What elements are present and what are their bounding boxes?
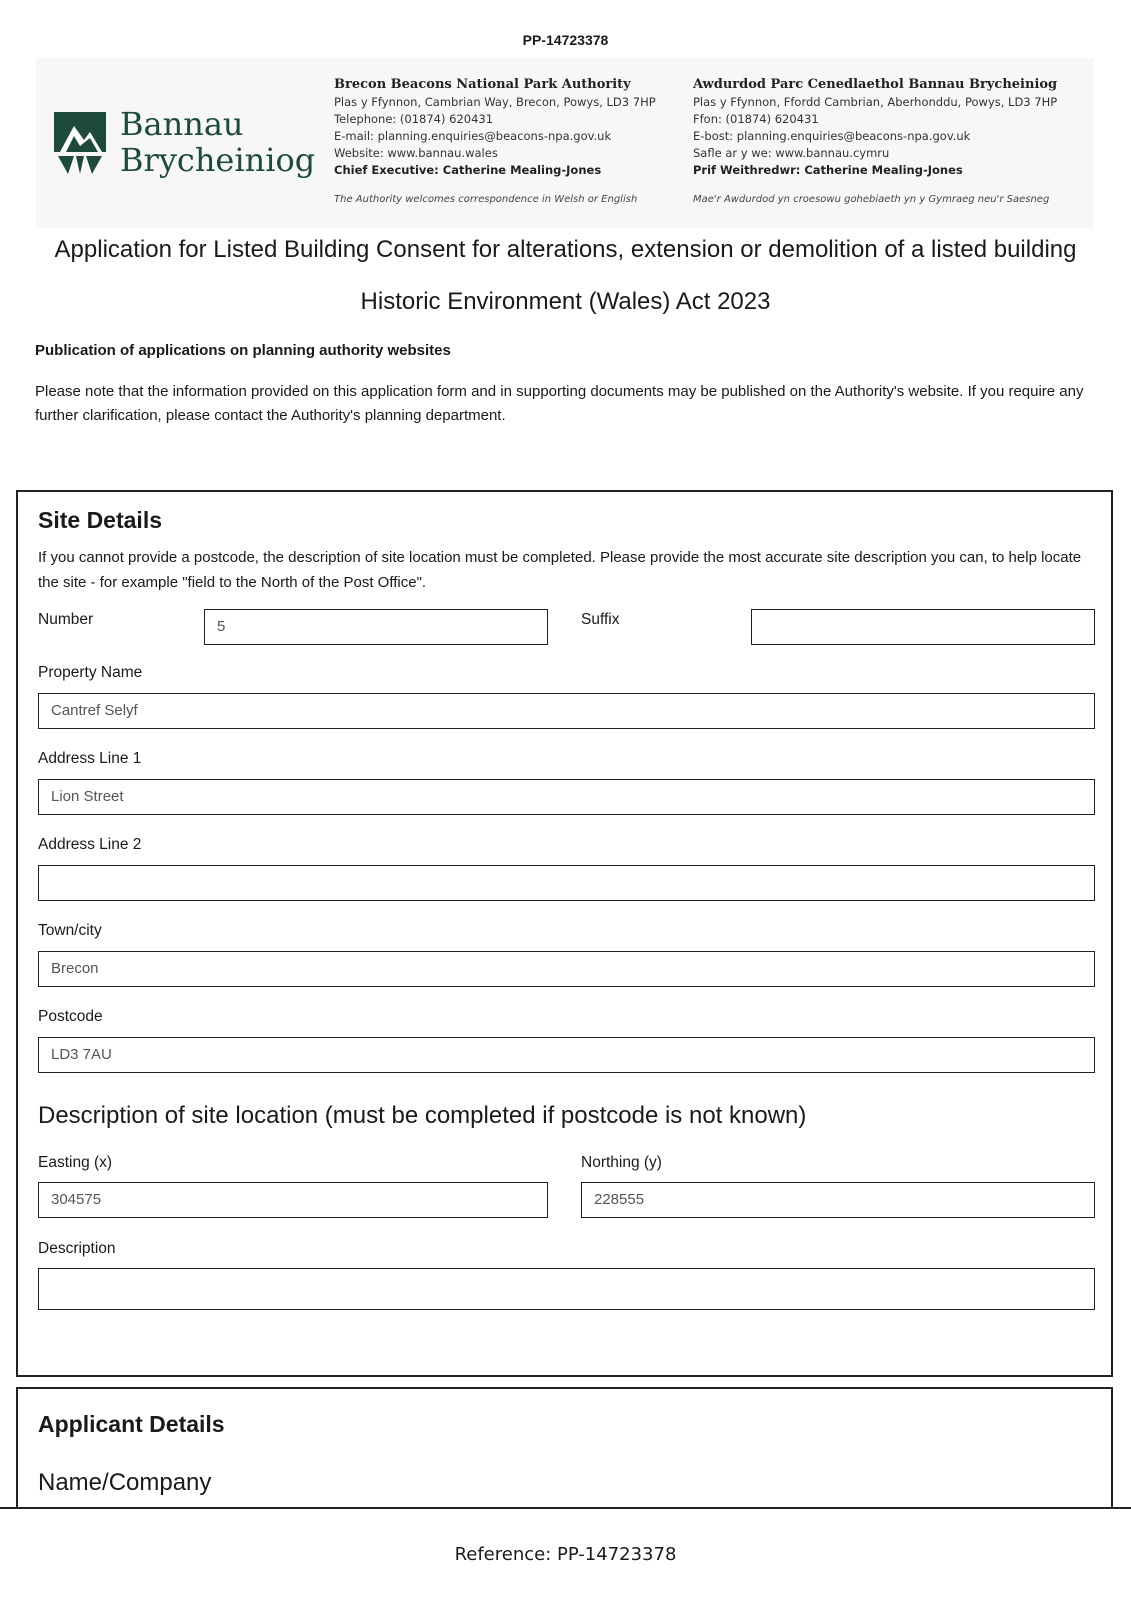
website-english: Website: www.bannau.wales <box>334 146 498 160</box>
publication-text: Please note that the information provided on this application form and in supporting documents may be published on the Authority's website. If you require any further clarification, please contact the Authority's planning department. <box>35 383 1084 424</box>
site-location-heading: Description of site location (must be completed if postcode is not known) <box>38 1102 807 1129</box>
postcode-input[interactable]: LD3 7AU <box>38 1037 1095 1073</box>
description-textarea[interactable] <box>38 1268 1095 1310</box>
property-name-input[interactable]: Cantref Selyf <box>38 693 1095 729</box>
email-english: E-mail: planning.enquiries@beacons-npa.gov.uk <box>334 129 612 143</box>
town-city-label: Town/city <box>38 922 102 939</box>
site-details-panel <box>16 490 1113 1377</box>
page-subtitle: Historic Environment (Wales) Act 2023 <box>360 288 771 315</box>
website-welsh: Safle ar y we: www.bannau.cymru <box>693 146 890 160</box>
org-name-welsh: Awdurdod Parc Cenedlaethol Bannau Brycheiniog <box>693 77 1058 92</box>
letterhead-english <box>334 76 656 208</box>
site-details-heading: Site Details <box>38 507 162 533</box>
address-welsh: Plas y Ffynnon, Ffordd Cambrian, Aberhonddu, Powys, LD3 7HP <box>693 95 1058 109</box>
applicant-details-heading: Applicant Details <box>38 1411 225 1437</box>
letterhead <box>36 58 1094 228</box>
chief-executive-english: Chief Executive: Catherine Mealing-Jones <box>334 163 602 177</box>
footer-reference: Reference: PP-14723378 <box>454 1544 677 1565</box>
logo-wordmark <box>120 106 315 178</box>
description-label: Description <box>38 1240 116 1257</box>
easting-input[interactable]: 304575 <box>38 1182 548 1218</box>
number-input[interactable]: 5 <box>204 609 548 645</box>
postcode-label: Postcode <box>38 1008 103 1025</box>
reference-number: PP-14723378 <box>522 32 609 48</box>
address-english: Plas y Ffynnon, Cambrian Way, Brecon, Powys, LD3 7HP <box>334 95 656 109</box>
number-label: Number <box>38 611 94 628</box>
suffix-label: Suffix <box>581 611 620 628</box>
address-line-2-input[interactable] <box>38 865 1095 901</box>
suffix-input[interactable] <box>751 609 1095 645</box>
language-note-english: The Authority welcomes correspondence in Welsh or English <box>334 194 638 205</box>
northing-input[interactable]: 228555 <box>581 1182 1095 1218</box>
language-note-welsh: Mae'r Awdurdod yn croesowu gohebiaeth yn y Gymraeg neu'r Saesneg <box>693 194 1050 205</box>
telephone-english: Telephone: (01874) 620431 <box>334 112 494 126</box>
telephone-welsh: Ffon: (01874) 620431 <box>693 112 819 126</box>
name-company-heading: Name/Company <box>38 1469 212 1496</box>
northing-label: Northing (y) <box>581 1154 662 1171</box>
property-name-label: Property Name <box>38 664 143 681</box>
page-title: Application for Listed Building Consent for alterations, extension or demolition of a listed building <box>54 236 1077 263</box>
address-line-2-label: Address Line 2 <box>38 836 142 853</box>
logo-text-line-2: Brycheiniog <box>120 141 316 179</box>
page-footer-divider <box>0 1507 1131 1509</box>
mountain-logo-icon <box>54 112 106 174</box>
address-line-1-label: Address Line 1 <box>38 750 142 767</box>
easting-label: Easting (x) <box>38 1154 113 1171</box>
site-details-intro: If you cannot provide a postcode, the description of site location must be completed. Please provide the most accurate site description you can, to help locate the site - for example "field to the North of the Post Office". <box>38 549 1082 591</box>
org-name-english: Brecon Beacons National Park Authority <box>334 77 631 92</box>
logo-text-line-1: Bannau <box>120 105 244 143</box>
email-welsh: E-bost: planning.enquiries@beacons-npa.gov.uk <box>693 129 971 143</box>
chief-executive-welsh: Prif Weithredwr: Catherine Mealing-Jones <box>693 163 963 177</box>
applicant-details-panel <box>16 1387 1113 1507</box>
town-city-input[interactable]: Brecon <box>38 951 1095 987</box>
letterhead-welsh <box>693 76 1057 208</box>
publication-heading: Publication of applications on planning authority websites <box>35 342 451 359</box>
authority-logo <box>54 105 324 182</box>
address-line-1-input[interactable]: Lion Street <box>38 779 1095 815</box>
